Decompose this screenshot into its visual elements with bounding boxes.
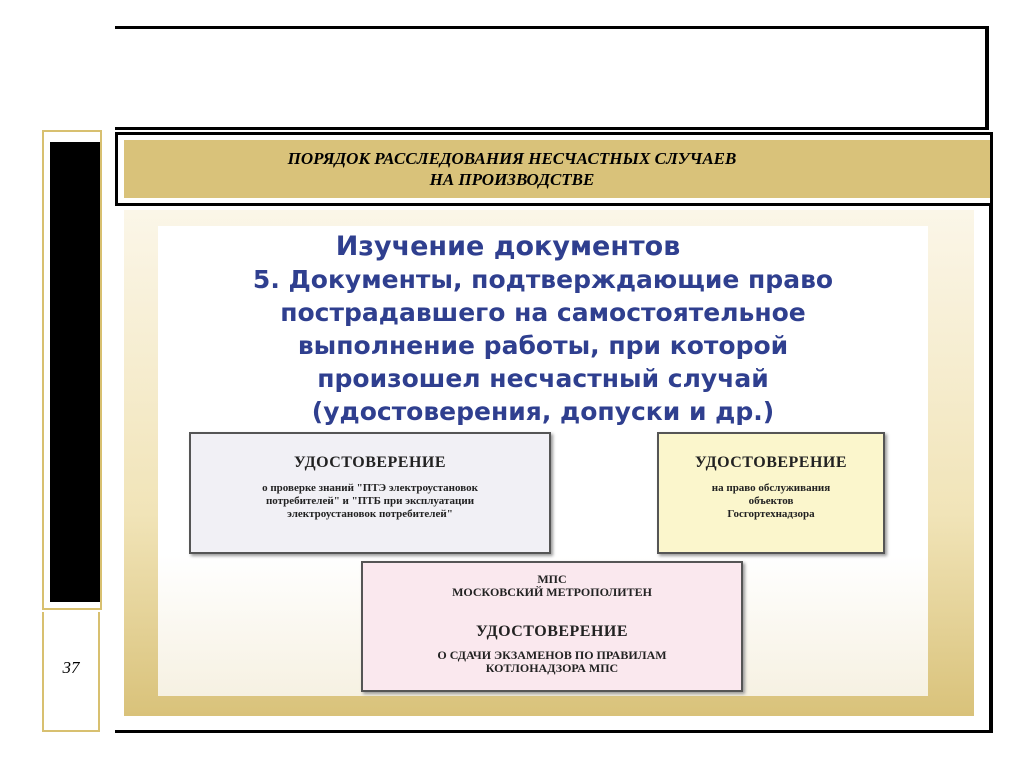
slide-heading-line-3: выполнение работы, при которой: [297, 331, 789, 360]
top-frame: [115, 26, 989, 130]
certificate-text-1: о проверке знаний "ПТЭ электроустановок: [262, 482, 478, 494]
slide-heading: [158, 230, 928, 428]
certificate-text-2: объектов: [748, 495, 794, 507]
certificate-text-3: электроустановок потребителей": [287, 508, 453, 520]
certificate-text-2: КОТЛОНАДЗОРА МПС: [485, 661, 619, 675]
certificate-text-1: О СДАЧИ ЭКЗАМЕНОВ ПО ПРАВИЛАМ: [437, 648, 667, 662]
slide-heading-line-2: пострадавшего на самостоятельное: [280, 298, 806, 327]
certificate-box-gosgortekhnadzor: [657, 432, 885, 554]
slide-heading-line-5: (удостоверения, допуски и др.): [311, 397, 775, 426]
certificate-title: УДОСТОВЕРЕНИЕ: [694, 454, 848, 471]
slide-heading-line-1: 5. Документы, подтверждающие право: [252, 265, 834, 294]
certificate-text-3: Госгортехнадзора: [727, 508, 815, 520]
certificate-text-1: на право обслуживания: [711, 482, 831, 494]
slide-heading-title: Изучение документов: [335, 231, 681, 262]
certificate-title: УДОСТОВЕРЕНИЕ: [475, 623, 629, 640]
left-black-bar: [50, 142, 100, 602]
title-line-2: НА ПРОИЗВОДСТВЕ: [429, 170, 595, 189]
certificate-title: УДОСТОВЕРЕНИЕ: [293, 454, 447, 471]
certificate-text-2: потребителей" и "ПТБ при эксплуатации: [265, 495, 475, 507]
org-line-2: МОСКОВСКИЙ МЕТРОПОЛИТЕН: [452, 585, 652, 599]
certificate-box-metro: [361, 561, 743, 692]
slide-heading-line-4: произошел несчастный случай: [317, 364, 769, 393]
certificate-box-electrical: [189, 432, 551, 554]
page-number: 37: [62, 658, 80, 677]
page-title: [124, 140, 990, 198]
title-line-1: ПОРЯДОК РАССЛЕДОВАНИЯ НЕСЧАСТНЫХ СЛУЧАЕВ: [287, 149, 737, 168]
org-line-1: МПС: [537, 572, 567, 586]
